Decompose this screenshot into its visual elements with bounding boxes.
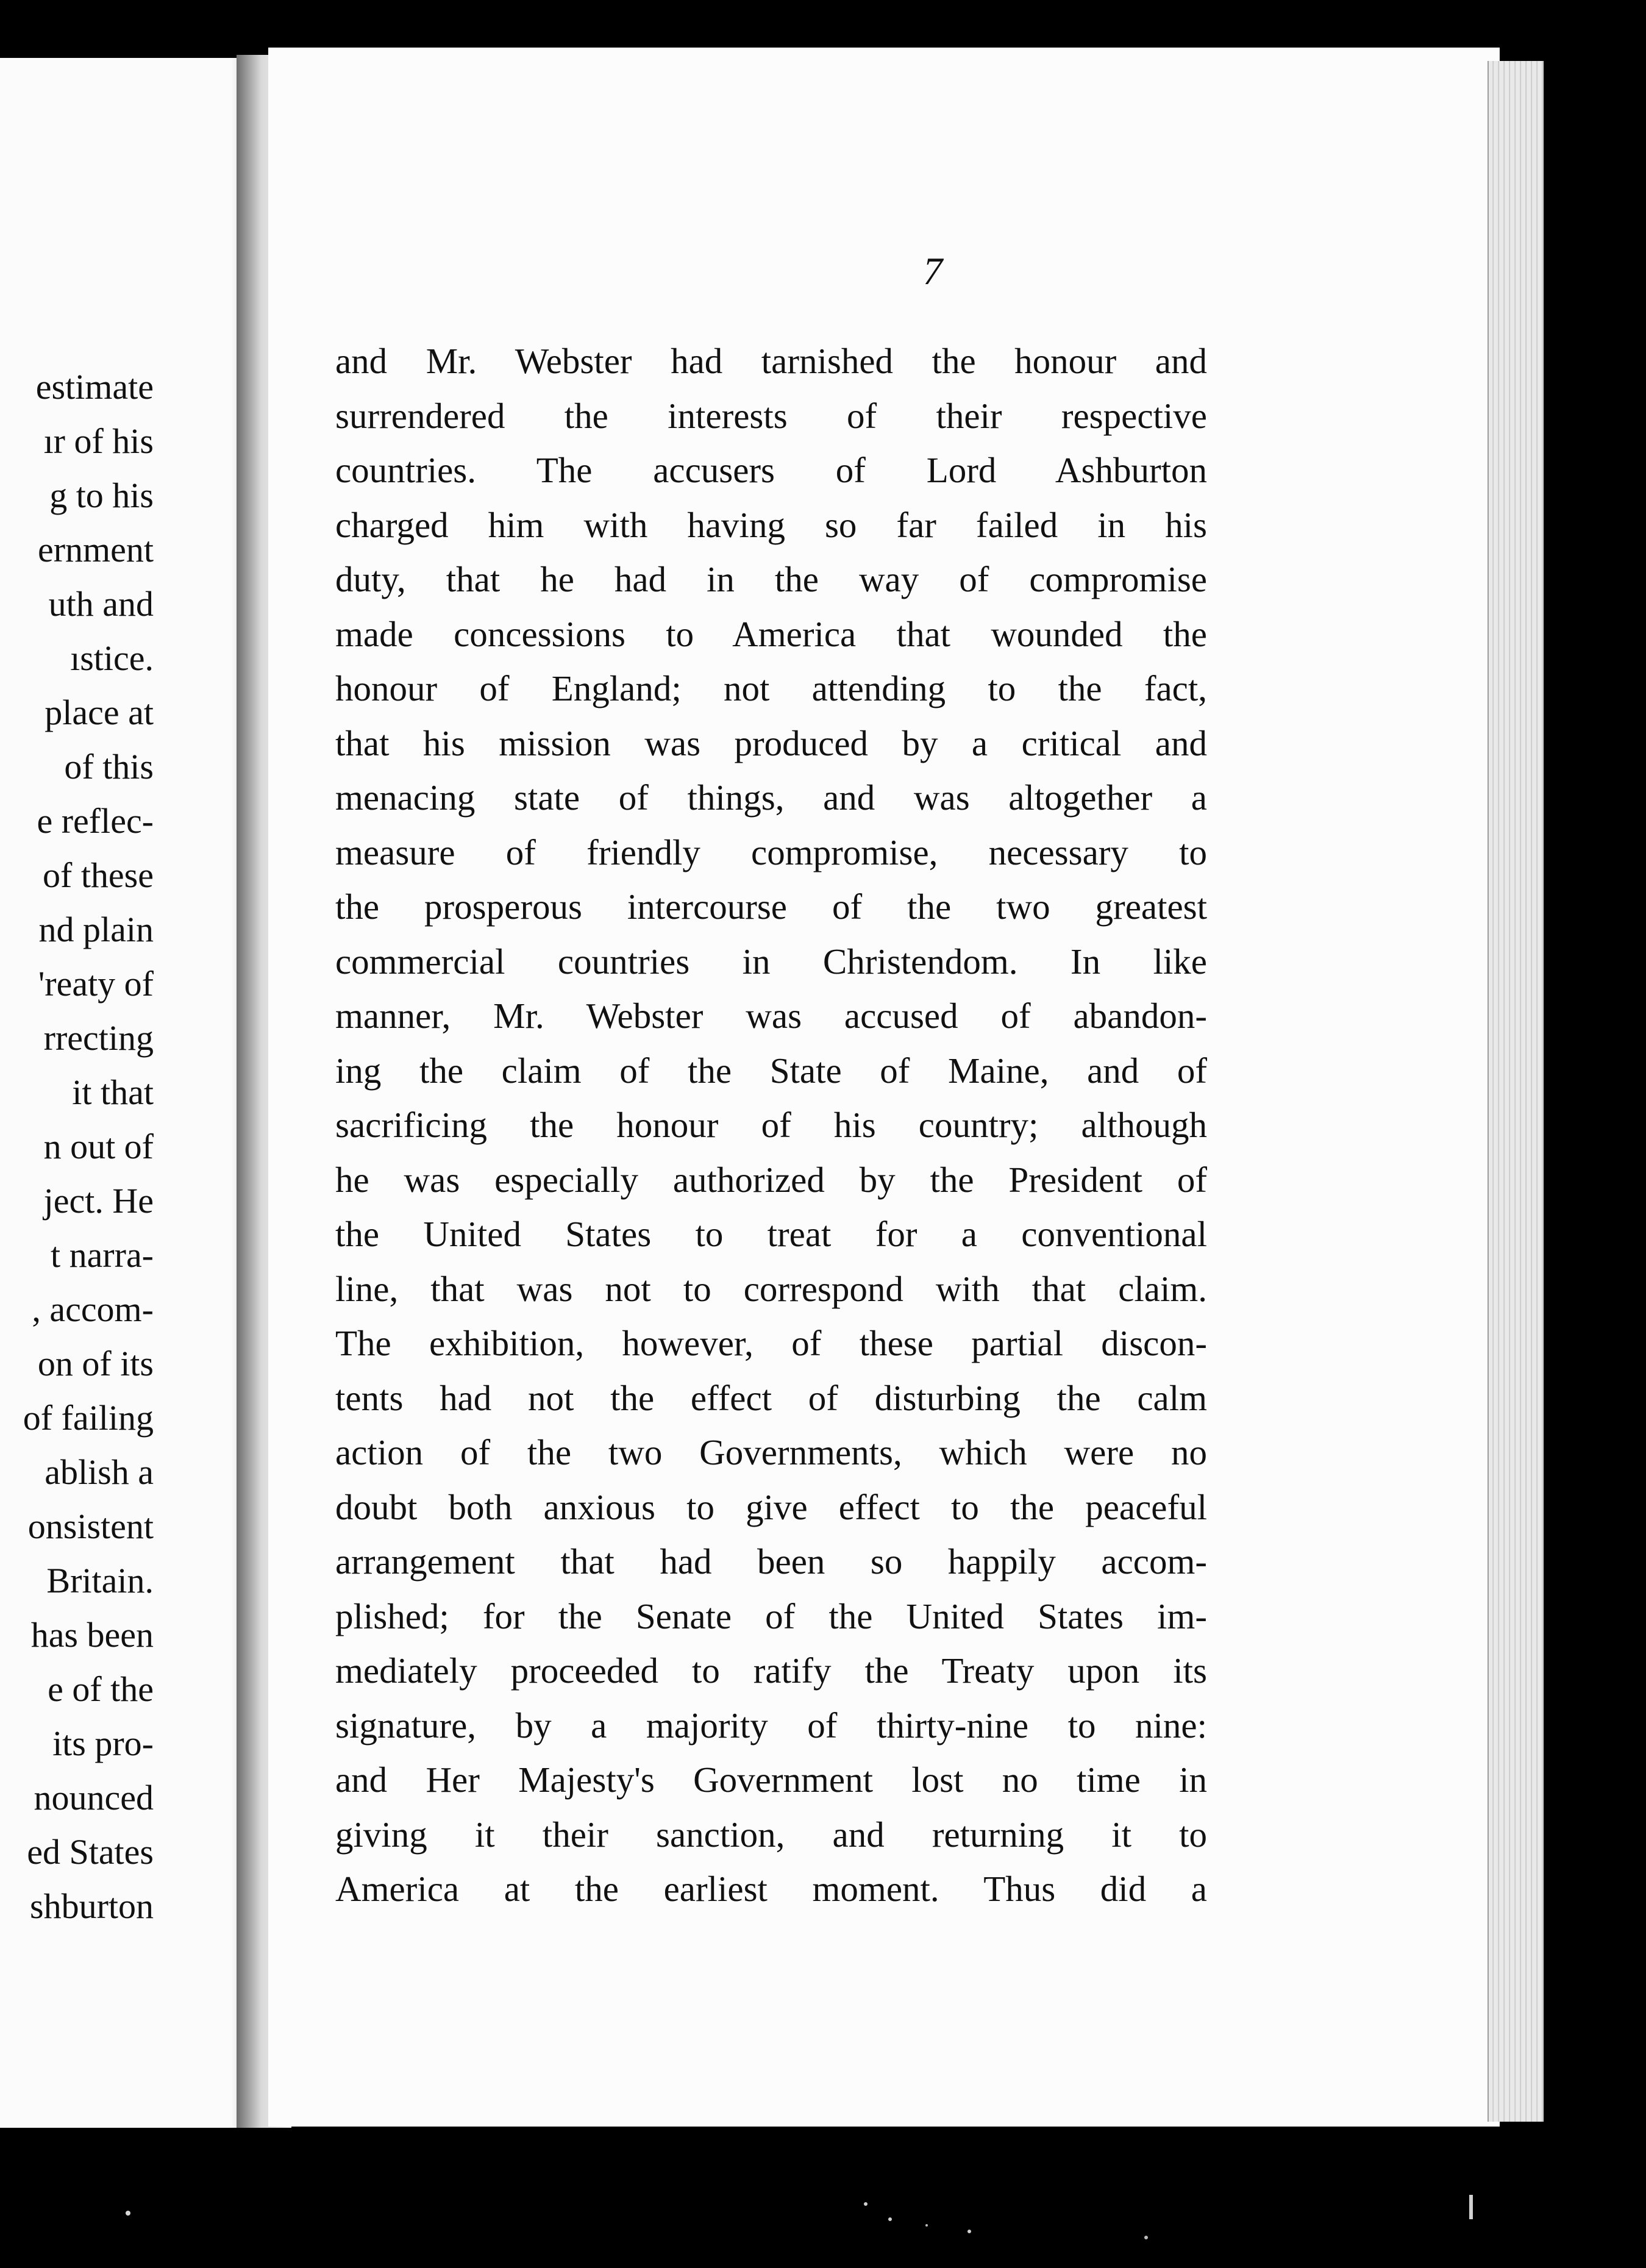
left-text-line: ernment — [37, 530, 154, 569]
right-page — [268, 48, 1500, 2127]
body-text-line: line, that was not to correspond with that claim. — [335, 1268, 1207, 1309]
body-text-line: measure of friendly compromise, necessary to — [335, 832, 1207, 872]
left-text-line: g to his — [49, 476, 154, 515]
body-text-line: America at the earliest moment. Thus did a — [335, 1869, 1207, 1909]
left-text-line: it that — [72, 1072, 154, 1112]
left-text-line: t narra- — [50, 1235, 154, 1275]
left-text-line: e reflec- — [37, 801, 154, 841]
left-text-line: uth and — [48, 584, 154, 624]
body-text-line: ing the claim of the State of Maine, and of — [335, 1050, 1207, 1091]
left-text-line: estimate — [35, 367, 154, 407]
body-text-line: plished; for the Senate of the United States im- — [335, 1596, 1207, 1636]
body-text-line: and Mr. Webster had tarnished the honour and — [335, 341, 1207, 381]
body-text-line: the prosperous intercourse of the two greatest — [335, 886, 1207, 927]
body-text-line: surrendered the interests of their respective — [335, 395, 1207, 436]
left-text-line: n out of — [43, 1127, 154, 1166]
left-text-line: rrecting — [43, 1018, 154, 1058]
scan-specks — [0, 2146, 1646, 2268]
left-page — [0, 58, 256, 2128]
body-text-line: signature, by a majority of thirty-nine to nine: — [335, 1705, 1207, 1746]
left-page-text — [23, 360, 154, 1933]
left-text-line: ablish a — [45, 1452, 154, 1492]
left-text-line: , accom- — [32, 1289, 154, 1329]
body-text-line: that his mission was produced by a critical and — [335, 722, 1207, 763]
body-text-line: mediately proceeded to ratify the Treaty upon its — [335, 1650, 1207, 1691]
left-text-line: nd plain — [38, 910, 154, 949]
left-text-line: Britain. — [46, 1561, 154, 1600]
body-text-line: The exhibition, however, of these partial discon- — [335, 1323, 1207, 1363]
body-text-line: sacrificing the honour of his country; although — [335, 1105, 1207, 1145]
body-text-line: and Her Majesty's Government lost no time in — [335, 1760, 1207, 1800]
body-text-line: doubt both anxious to give effect to the peaceful — [335, 1486, 1207, 1527]
left-text-line: onsistent — [27, 1507, 154, 1546]
left-text-line: has been — [30, 1615, 154, 1655]
body-text-line: countries. The accusers of Lord Ashburton — [335, 450, 1207, 490]
body-text-line: arrangement that had been so happily accom- — [335, 1541, 1207, 1582]
body-text-line: giving it their sanction, and returning it to — [335, 1814, 1207, 1855]
left-text-line: nounced — [34, 1778, 154, 1817]
body-text-line: made concessions to America that wounded the — [335, 613, 1207, 654]
body-text-line: the United States to treat for a conventional — [335, 1214, 1207, 1254]
body-text-line: he was especially authorized by the President of — [335, 1159, 1207, 1200]
body-text-line: manner, Mr. Webster was accused of abandon- — [335, 996, 1207, 1036]
body-text-line: menacing state of things, and was altogether a — [335, 777, 1207, 818]
right-page-text — [335, 334, 1207, 1917]
left-text-line: ıstice. — [70, 638, 154, 678]
left-text-line: on of its — [37, 1344, 154, 1383]
left-text-line: its pro- — [52, 1724, 154, 1763]
left-text-line: ır of his — [43, 421, 154, 461]
body-text-line: action of the two Governments, which were no — [335, 1432, 1207, 1472]
left-text-line: ject. He — [43, 1181, 154, 1221]
page-number: 7 — [923, 249, 942, 293]
left-text-line: place at — [45, 693, 154, 732]
body-text-line: tents had not the effect of disturbing the calm — [335, 1377, 1207, 1418]
page-edges — [1487, 61, 1544, 2122]
left-text-line: of these — [43, 855, 154, 895]
left-text-line: 'reaty of — [38, 964, 154, 1004]
body-text-line: charged him with having so far failed in his — [335, 504, 1207, 545]
left-text-line: of this — [64, 747, 154, 786]
body-text-line: honour of England; not attending to the fact, — [335, 668, 1207, 708]
left-text-line: of failing — [23, 1398, 154, 1438]
left-text-line: e of the — [48, 1669, 154, 1709]
left-text-line: ed States — [27, 1832, 154, 1872]
left-text-line: shburton — [30, 1886, 154, 1926]
body-text-line: commercial countries in Christendom. In like — [335, 941, 1207, 982]
body-text-line: duty, that he had in the way of compromise — [335, 559, 1207, 599]
